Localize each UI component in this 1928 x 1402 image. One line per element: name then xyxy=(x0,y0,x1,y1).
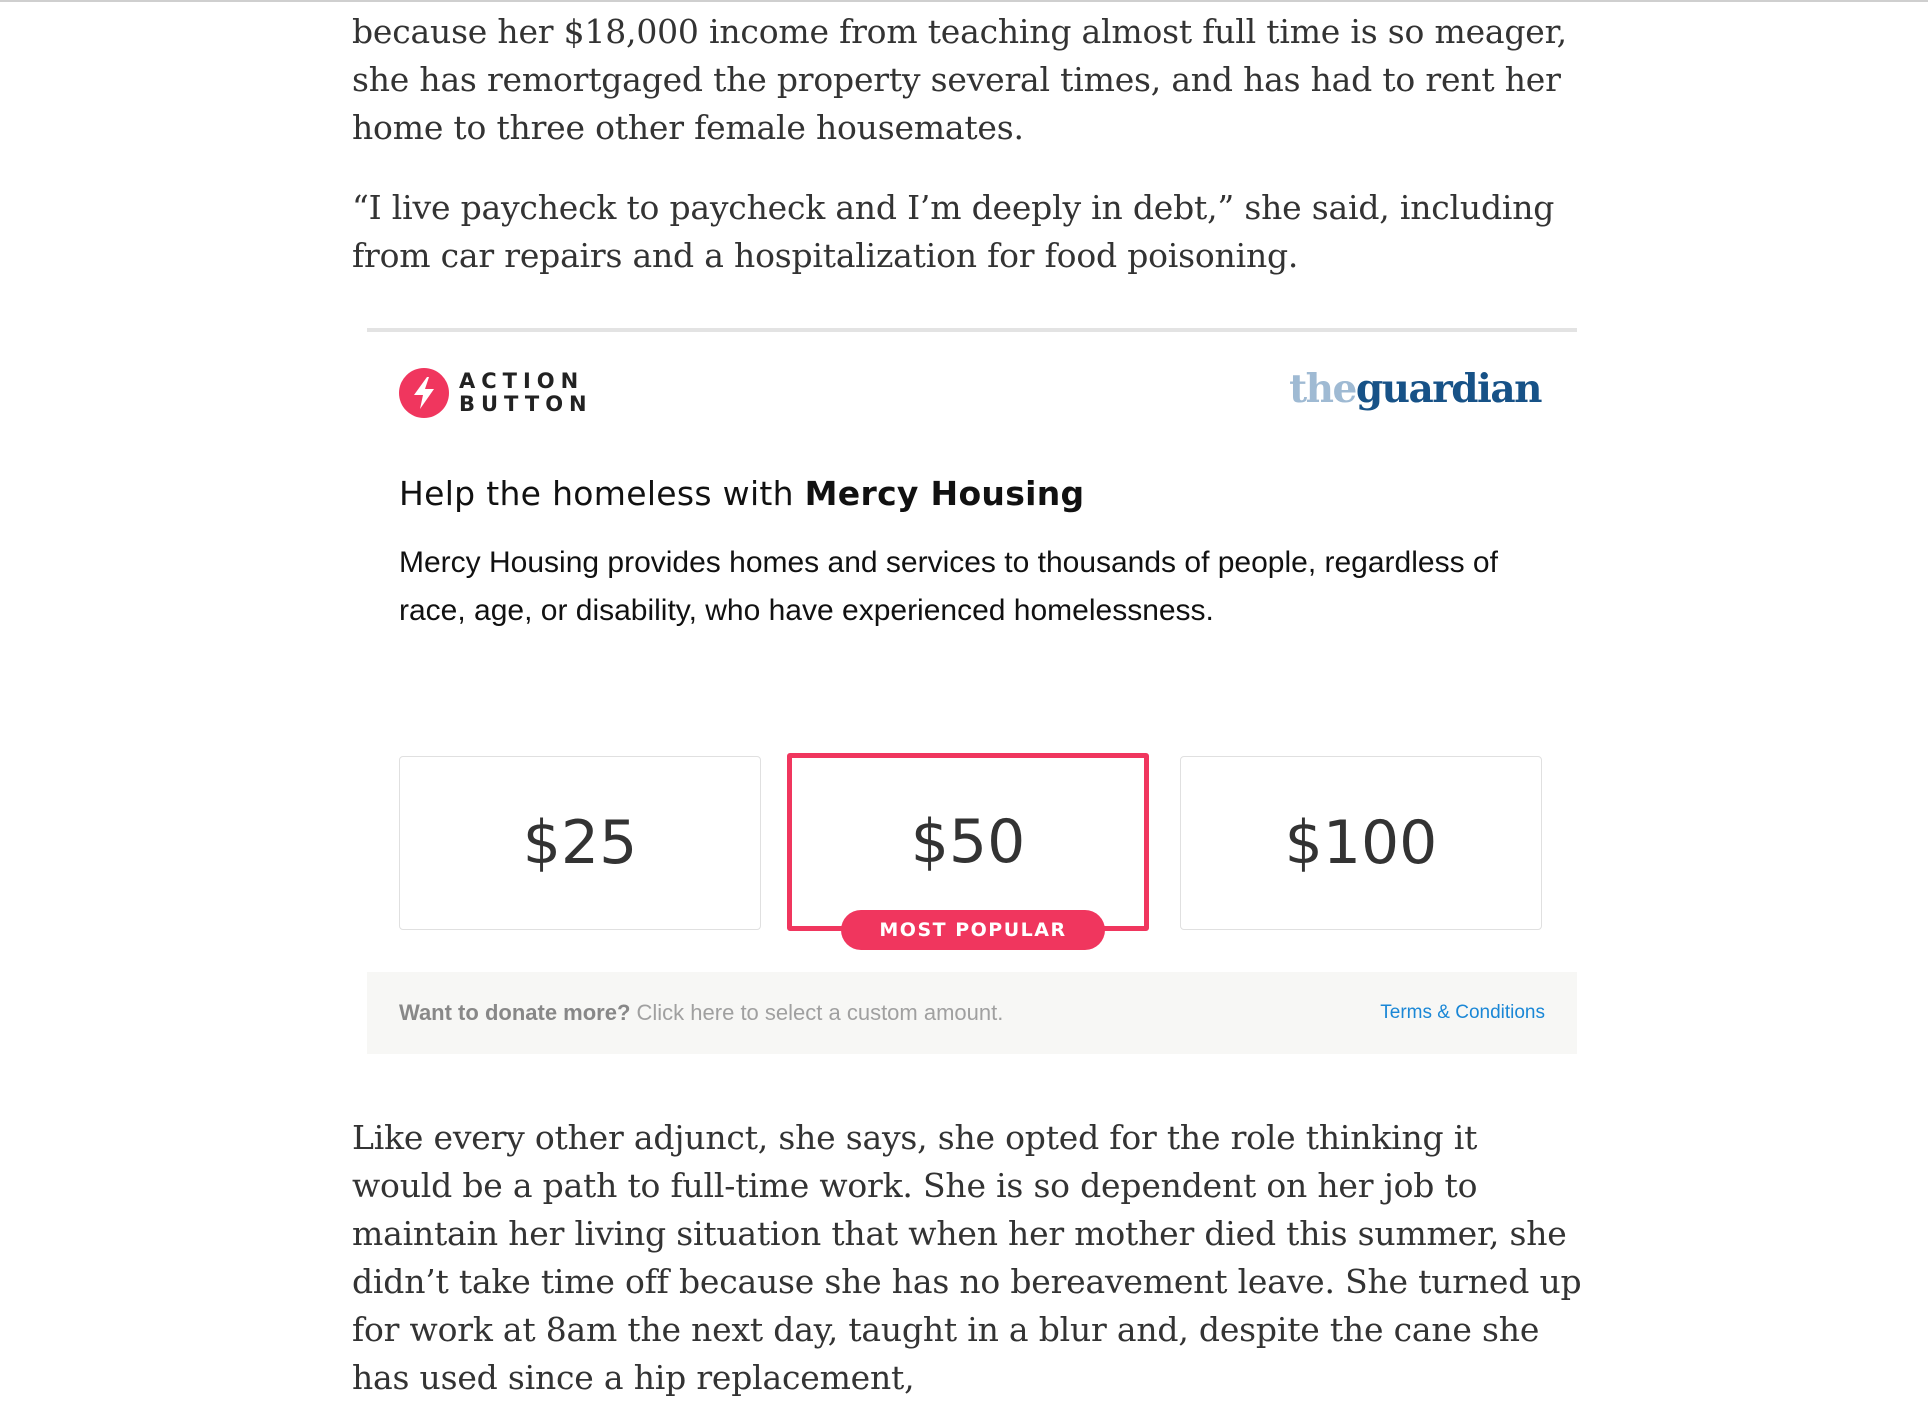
widget-title: Help the homeless with Mercy Housing xyxy=(399,474,1085,513)
amount-25-button[interactable]: $25 xyxy=(399,756,761,930)
article-paragraph: Like every other adjunct, she says, she opted for the role thinking it would be a path to full-time work. She is so dependent on her job to maintain her living situation that when her mother died this summer, she didn’t take time off because she has no bereavement leave. She turned up for work at 8am the next day, taught in a blur and, despite the cane she has used since a hip replacement, xyxy=(352,1118,1582,1397)
article-paragraph: because her $18,000 income from teaching almost full time is so meager, she has remortgaged the property several times, and has had to rent her home to three other female housemates. xyxy=(352,12,1567,147)
custom-amount-link[interactable]: Want to donate more? Click here to select a custom amount. xyxy=(399,1000,1004,1025)
amount-50-button[interactable]: $50 xyxy=(787,753,1149,931)
most-popular-badge: MOST POPULAR xyxy=(841,910,1105,950)
guardian-logo[interactable]: theguardian xyxy=(1289,366,1541,412)
article-paragraph: “I live paycheck to paycheck and I’m deeply in debt,” she said, including from car repairs and a hospitalization for food poisoning. xyxy=(352,188,1555,275)
amount-100-button[interactable]: $100 xyxy=(1180,756,1542,930)
donation-widget xyxy=(367,328,1577,1054)
organization-name: Mercy Housing xyxy=(804,474,1085,513)
widget-footer xyxy=(367,972,1577,1054)
lightning-bolt-icon xyxy=(399,368,449,418)
action-button-wordmark: ACTION BUTTON xyxy=(459,369,593,416)
widget-description: Mercy Housing provides homes and services to thousands of people, regardless of race, age, or disability, who have experienced homelessness. xyxy=(399,546,1498,627)
top-divider xyxy=(0,0,1928,2)
action-button-logo[interactable] xyxy=(399,368,593,418)
terms-conditions-link[interactable]: Terms & Conditions xyxy=(1380,1002,1545,1023)
